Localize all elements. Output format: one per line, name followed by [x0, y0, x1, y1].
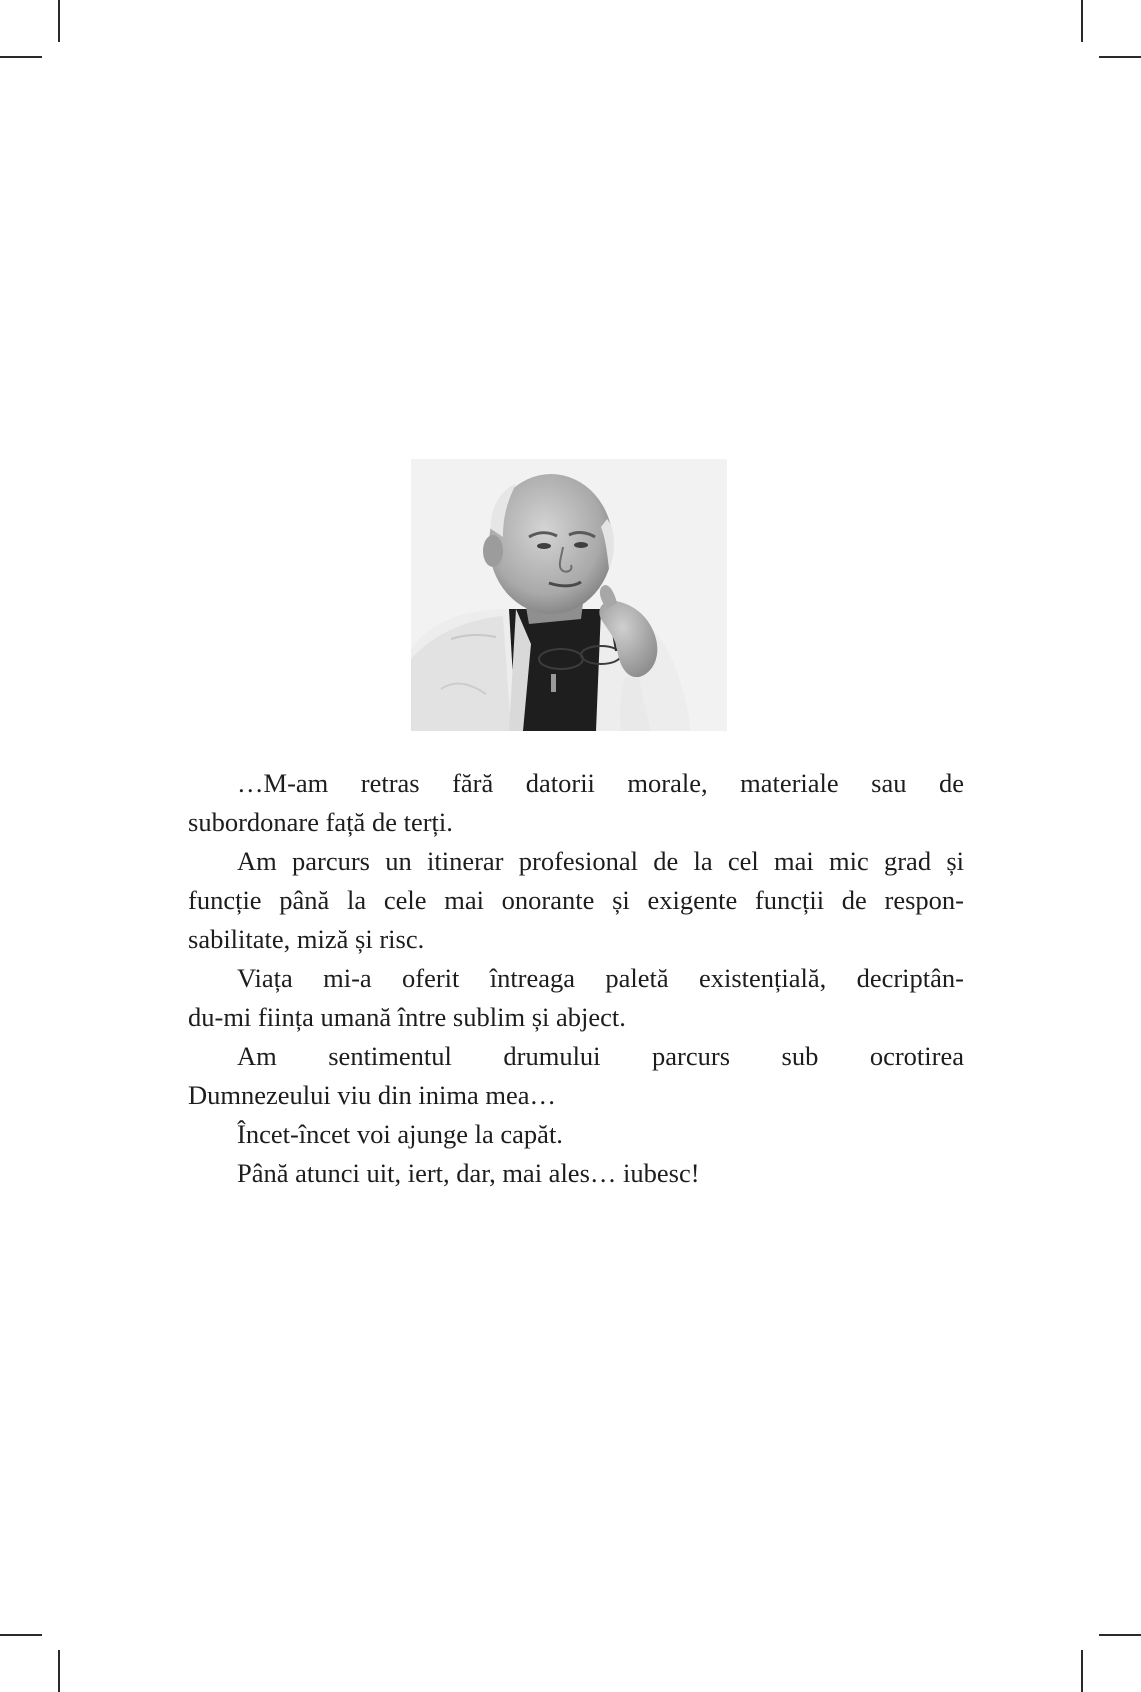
author-portrait-photo — [411, 459, 727, 731]
crop-mark-bottom-left-vertical — [58, 1650, 60, 1692]
paragraph-1-line-1: …M-am retras fără datorii morale, materiale sau de — [237, 768, 964, 798]
paragraph-1 — [188, 764, 964, 842]
crop-mark-top-right-vertical — [1081, 0, 1083, 42]
paragraph-2 — [188, 842, 964, 959]
crop-mark-top-left-horizontal — [0, 56, 42, 58]
paragraph-5-line-1: Încet-încet voi ajunge la capăt. — [237, 1119, 563, 1149]
paragraph-3 — [188, 959, 964, 1037]
body-text — [188, 764, 964, 1193]
paragraph-6 — [188, 1154, 964, 1193]
paragraph-4-line-1: Am sentimentul drumului parcurs sub ocrotirea — [237, 1041, 964, 1071]
paragraph-3-line-2: du-mi ființa umană între sublim și abject. — [188, 1002, 626, 1032]
crop-mark-bottom-right-vertical — [1081, 1650, 1083, 1692]
paragraph-2-line-1: Am parcurs un itinerar profesional de la cel mai mic grad și — [237, 846, 964, 876]
paragraph-5 — [188, 1115, 964, 1154]
crop-mark-top-left-vertical — [58, 0, 60, 42]
crop-mark-top-right-horizontal — [1099, 56, 1141, 58]
paragraph-4-line-2: Dumnezeului viu din inima mea… — [188, 1080, 556, 1110]
paragraph-2-line-3: sabilitate, miză și risc. — [188, 924, 425, 954]
paragraph-3-line-1: Viața mi-a oferit întreaga paletă existențială, decriptân- — [237, 963, 964, 993]
paragraph-6-line-1: Până atunci uit, iert, dar, mai ales… iubesc! — [237, 1158, 700, 1188]
paragraph-4 — [188, 1037, 964, 1115]
paragraph-1-line-2: subordonare față de terți. — [188, 807, 453, 837]
paragraph-2-line-2: funcție până la cele mai onorante și exigente funcții de respon- — [188, 885, 964, 915]
crop-mark-bottom-left-horizontal — [0, 1634, 42, 1636]
crop-mark-bottom-right-horizontal — [1099, 1634, 1141, 1636]
